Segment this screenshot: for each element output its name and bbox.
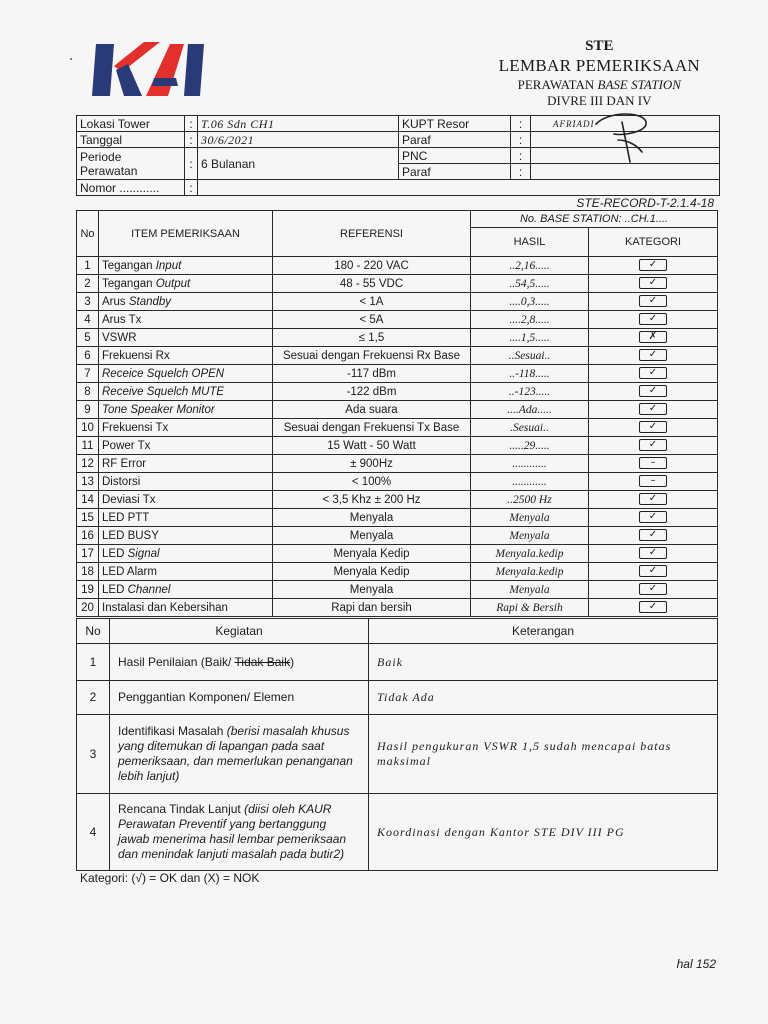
tanggal-value[interactable]: 30/6/2021 [198, 132, 399, 148]
item-name [99, 581, 273, 599]
kupt-label: KUPT Resor [399, 116, 511, 132]
periode-label-line1: Periode [80, 149, 122, 164]
colon: : [511, 164, 531, 180]
periode-value[interactable]: 6 Bulanan [198, 148, 399, 180]
items-head-row-1 [77, 211, 718, 228]
item-result[interactable]: ..2500 Hz [471, 491, 589, 509]
check-checkbox[interactable]: ✓ [639, 349, 667, 361]
kegiatan-text: Hasil Penilaian (Baik/ [118, 654, 235, 669]
item-row [77, 563, 718, 581]
subtitle-italic: BASE STATION [597, 77, 681, 92]
item-row [77, 365, 718, 383]
item-reference: ≤ 1,5 [273, 329, 471, 347]
activity-kegiatan [110, 715, 369, 794]
item-category [589, 293, 718, 311]
item-row [77, 491, 718, 509]
col-hasil: HASIL [471, 228, 589, 257]
item-name-italic: Receice Squelch OPEN [102, 367, 225, 380]
info-row-nomor [77, 180, 720, 196]
item-row [77, 275, 718, 293]
item-reference: Menyala Kedip [273, 563, 471, 581]
activity-row [77, 644, 718, 681]
item-name: Arus Tx [99, 311, 273, 329]
item-result[interactable]: ....Ada..... [471, 401, 589, 419]
item-no: 6 [77, 347, 99, 365]
colon: : [511, 116, 531, 132]
check-checkbox[interactable]: ✓ [639, 403, 667, 415]
item-name: Frekuensi Rx [99, 347, 273, 365]
activities-table [76, 618, 718, 871]
item-name-prefix: LED [102, 583, 128, 596]
activity-keterangan[interactable]: Koordinasi dengan Kantor STE DIV III PG [369, 794, 718, 871]
item-name: LED PTT [99, 509, 273, 527]
colon: : [185, 180, 198, 196]
item-row [77, 581, 718, 599]
item-no: 8 [77, 383, 99, 401]
item-name: Frekuensi Tx [99, 419, 273, 437]
item-name-prefix: Tegangan [102, 259, 156, 272]
item-reference: Menyala Kedip [273, 545, 471, 563]
activity-keterangan[interactable]: Baik [369, 644, 718, 681]
signature-scribble [592, 110, 652, 170]
colon: : [511, 148, 531, 164]
item-category [589, 473, 718, 491]
item-name-italic: Channel [127, 583, 171, 596]
item-row [77, 401, 718, 419]
item-result[interactable]: ............ [471, 455, 589, 473]
activity-kegiatan: Penggantian Komponen/ Elemen [110, 681, 369, 715]
item-result[interactable]: Menyala.kedip [471, 563, 589, 581]
item-result[interactable]: Menyala.kedip [471, 545, 589, 563]
item-no: 16 [77, 527, 99, 545]
item-category [589, 311, 718, 329]
item-result[interactable]: ..Sesuai.. [471, 347, 589, 365]
item-no: 1 [77, 257, 99, 275]
item-no: 19 [77, 581, 99, 599]
item-reference: -117 dBm [273, 365, 471, 383]
item-category [589, 401, 718, 419]
document-header [499, 38, 700, 109]
item-no: 7 [77, 365, 99, 383]
check-checkbox[interactable]: ✓ [639, 295, 667, 307]
check-checkbox[interactable]: ✓ [639, 547, 667, 559]
item-row [77, 599, 718, 617]
subtitle-part: PERAWATAN [517, 77, 598, 92]
colon: : [185, 116, 198, 132]
item-row [77, 545, 718, 563]
colon: : [185, 132, 198, 148]
item-reference: Sesuai dengan Frekuensi Tx Base [273, 419, 471, 437]
item-result[interactable]: ....0,3..... [471, 293, 589, 311]
item-name: VSWR [99, 329, 273, 347]
item-name [99, 545, 273, 563]
category-legend: Kategori: (√) = OK dan (X) = NOK [80, 871, 260, 885]
dash-checkbox[interactable]: – [639, 475, 667, 487]
item-result[interactable]: Menyala [471, 527, 589, 545]
item-reference: ± 900Hz [273, 455, 471, 473]
check-checkbox[interactable]: ✓ [639, 529, 667, 541]
check-checkbox[interactable]: ✓ [639, 493, 667, 505]
item-category [589, 527, 718, 545]
item-no: 9 [77, 401, 99, 419]
col-item: ITEM PEMERIKSAAN [99, 211, 273, 257]
kegiatan-text: Identifikasi Masalah [118, 724, 227, 738]
item-no: 20 [77, 599, 99, 617]
item-no: 18 [77, 563, 99, 581]
item-name: Distorsi [99, 473, 273, 491]
colon: : [185, 148, 198, 180]
header-subtitle [499, 77, 700, 93]
header-title: LEMBAR PEMERIKSAAN [498, 56, 700, 75]
item-name: Deviasi Tx [99, 491, 273, 509]
header-unit: STE [585, 38, 614, 54]
item-name-italic: Signal [127, 547, 160, 560]
col-ref: REFERENSI [273, 211, 471, 257]
item-row [77, 347, 718, 365]
item-name-italic: Input [155, 259, 182, 272]
item-no: 3 [77, 293, 99, 311]
item-reference: Rapi dan bersih [273, 599, 471, 617]
item-reference: Menyala [273, 509, 471, 527]
activity-kegiatan [110, 644, 369, 681]
kegiatan-note: (berisi masalah khusus yang ditemukan di lapangan pada saat pemeriksaan, dan memerlukan penanganan lebih lanjut) [118, 724, 353, 783]
item-result[interactable]: .Sesuai.. [471, 419, 589, 437]
acts-col-kegiatan: Kegiatan [110, 619, 369, 644]
check-checkbox[interactable]: ✓ [639, 565, 667, 577]
item-no: 4 [77, 311, 99, 329]
item-reference: Sesuai dengan Frekuensi Rx Base [273, 347, 471, 365]
item-name [99, 257, 273, 275]
item-result[interactable]: ............ [471, 473, 589, 491]
item-name [99, 401, 273, 419]
item-row [77, 293, 718, 311]
activity-row [77, 715, 718, 794]
doc-reference: STE-RECORD-T-2.1.4-18 [576, 196, 714, 210]
paraf-label: Paraf [399, 132, 511, 148]
page-number: hal 152 [676, 957, 716, 971]
item-name-prefix: Arus [102, 295, 129, 308]
kegiatan-text: Rencana Tindak Lanjut [118, 802, 245, 816]
acts-head-row [77, 619, 718, 644]
item-name-italic: Tone Speaker Monitor [102, 403, 215, 416]
item-row [77, 257, 718, 275]
item-category [589, 383, 718, 401]
acts-col-keterangan: Keterangan [369, 619, 718, 644]
item-reference: Ada suara [273, 401, 471, 419]
activity-keterangan[interactable]: Tidak Ada [369, 681, 718, 715]
item-reference: Menyala [273, 527, 471, 545]
item-category [589, 491, 718, 509]
item-result[interactable]: Menyala [471, 509, 589, 527]
struck-option: Tidak Baik [234, 654, 291, 669]
check-checkbox[interactable]: ✓ [639, 277, 667, 289]
item-name: RF Error [99, 455, 273, 473]
nomor-value[interactable] [198, 180, 720, 196]
item-category [589, 257, 718, 275]
check-checkbox[interactable]: ✓ [639, 583, 667, 595]
item-category [589, 275, 718, 293]
item-result[interactable]: ..-118..... [471, 365, 589, 383]
activity-no: 2 [77, 681, 110, 715]
item-row [77, 383, 718, 401]
item-name-italic: Receive Squelch MUTE [102, 385, 225, 398]
item-result[interactable]: ....2,8..... [471, 311, 589, 329]
item-reference: < 100% [273, 473, 471, 491]
item-no: 12 [77, 455, 99, 473]
scan-dot [70, 58, 72, 60]
item-no: 2 [77, 275, 99, 293]
item-reference: < 5A [273, 311, 471, 329]
item-row [77, 311, 718, 329]
item-category [589, 455, 718, 473]
item-reference: < 1A [273, 293, 471, 311]
item-row [77, 509, 718, 527]
item-no: 15 [77, 509, 99, 527]
inspection-items-table [76, 210, 718, 617]
item-category [589, 347, 718, 365]
item-category [589, 581, 718, 599]
cross-checkbox[interactable]: ✗ [639, 331, 667, 343]
tanggal-label: Tanggal [77, 132, 185, 148]
check-checkbox[interactable]: ✓ [639, 421, 667, 433]
item-result[interactable]: Menyala [471, 581, 589, 599]
item-category [589, 545, 718, 563]
item-name: LED Alarm [99, 563, 273, 581]
acts-col-no: No [77, 619, 110, 644]
check-checkbox[interactable]: ✓ [639, 511, 667, 523]
item-category [589, 329, 718, 347]
item-result[interactable]: ..-123..... [471, 383, 589, 401]
base-station-label: No. BASE STATION: ..CH.1.... [471, 211, 718, 228]
item-name-italic: Output [155, 277, 191, 290]
item-category [589, 563, 718, 581]
colon: : [511, 132, 531, 148]
item-name-italic: Standby [128, 295, 172, 308]
activity-row [77, 794, 718, 871]
lokasi-label: Lokasi Tower [77, 116, 185, 132]
item-category [589, 437, 718, 455]
item-row [77, 455, 718, 473]
item-no: 14 [77, 491, 99, 509]
item-name: Power Tx [99, 437, 273, 455]
check-checkbox[interactable]: ✓ [639, 313, 667, 325]
item-result[interactable]: ..2,16..... [471, 257, 589, 275]
paraf-label-2: Paraf [399, 164, 511, 180]
activity-no: 4 [77, 794, 110, 871]
activity-kegiatan [110, 794, 369, 871]
item-reference: 15 Watt - 50 Watt [273, 437, 471, 455]
item-name [99, 293, 273, 311]
activity-no: 3 [77, 715, 110, 794]
item-reference: Menyala [273, 581, 471, 599]
periode-label-line2: Perawatan [80, 163, 138, 178]
item-category [589, 419, 718, 437]
check-checkbox[interactable]: ✓ [639, 439, 667, 451]
kai-logo [92, 38, 207, 98]
kupt-value[interactable]: AFRIADI [531, 116, 720, 132]
item-category [589, 509, 718, 527]
lokasi-value[interactable]: T.06 Sdn CH1 [198, 116, 399, 132]
activity-row [77, 681, 718, 715]
nomor-label: Nomor ............ [77, 180, 185, 196]
periode-label [77, 148, 185, 180]
item-category [589, 365, 718, 383]
item-result[interactable]: ....1,5..... [471, 329, 589, 347]
item-row [77, 419, 718, 437]
item-result[interactable]: Rapi & Bersih [471, 599, 589, 617]
item-name: LED BUSY [99, 527, 273, 545]
item-reference: -122 dBm [273, 383, 471, 401]
item-no: 11 [77, 437, 99, 455]
item-row [77, 527, 718, 545]
col-kategori: KATEGORI [589, 228, 718, 257]
item-reference: 180 - 220 VAC [273, 257, 471, 275]
pnc-label: PNC [399, 148, 511, 164]
item-row [77, 473, 718, 491]
item-row [77, 329, 718, 347]
item-row [77, 437, 718, 455]
header-division: DIVRE III DAN IV [547, 93, 652, 108]
item-result[interactable]: .....29..... [471, 437, 589, 455]
col-no: No [77, 211, 99, 257]
item-name-prefix: LED [102, 547, 128, 560]
item-name [99, 383, 273, 401]
item-reference: 48 - 55 VDC [273, 275, 471, 293]
activity-keterangan[interactable]: Hasil pengukuran VSWR 1,5 sudah mencapai batas maksimal [369, 715, 718, 794]
kegiatan-note: (diisi oleh KAUR Perawatan Preventif yang bertanggung jawab menerima hasil lembar pemeriksaan dan menindak lanjuti masalah pada butir2) [118, 802, 347, 861]
item-name: Instalasi dan Kebersihan [99, 599, 273, 617]
item-no: 10 [77, 419, 99, 437]
item-reference: < 3,5 Khz ± 200 Hz [273, 491, 471, 509]
dash-checkbox[interactable]: – [639, 457, 667, 469]
item-no: 5 [77, 329, 99, 347]
check-checkbox[interactable]: ✓ [639, 367, 667, 379]
kegiatan-text: ) [290, 654, 295, 669]
item-result[interactable]: ..54,5..... [471, 275, 589, 293]
check-checkbox[interactable]: ✓ [639, 385, 667, 397]
item-name [99, 365, 273, 383]
activity-no: 1 [77, 644, 110, 681]
check-checkbox[interactable]: ✓ [639, 601, 667, 613]
item-name [99, 275, 273, 293]
item-no: 13 [77, 473, 99, 491]
item-category [589, 599, 718, 617]
check-checkbox[interactable]: ✓ [639, 259, 667, 271]
item-name-prefix: Tegangan [102, 277, 156, 290]
item-no: 17 [77, 545, 99, 563]
